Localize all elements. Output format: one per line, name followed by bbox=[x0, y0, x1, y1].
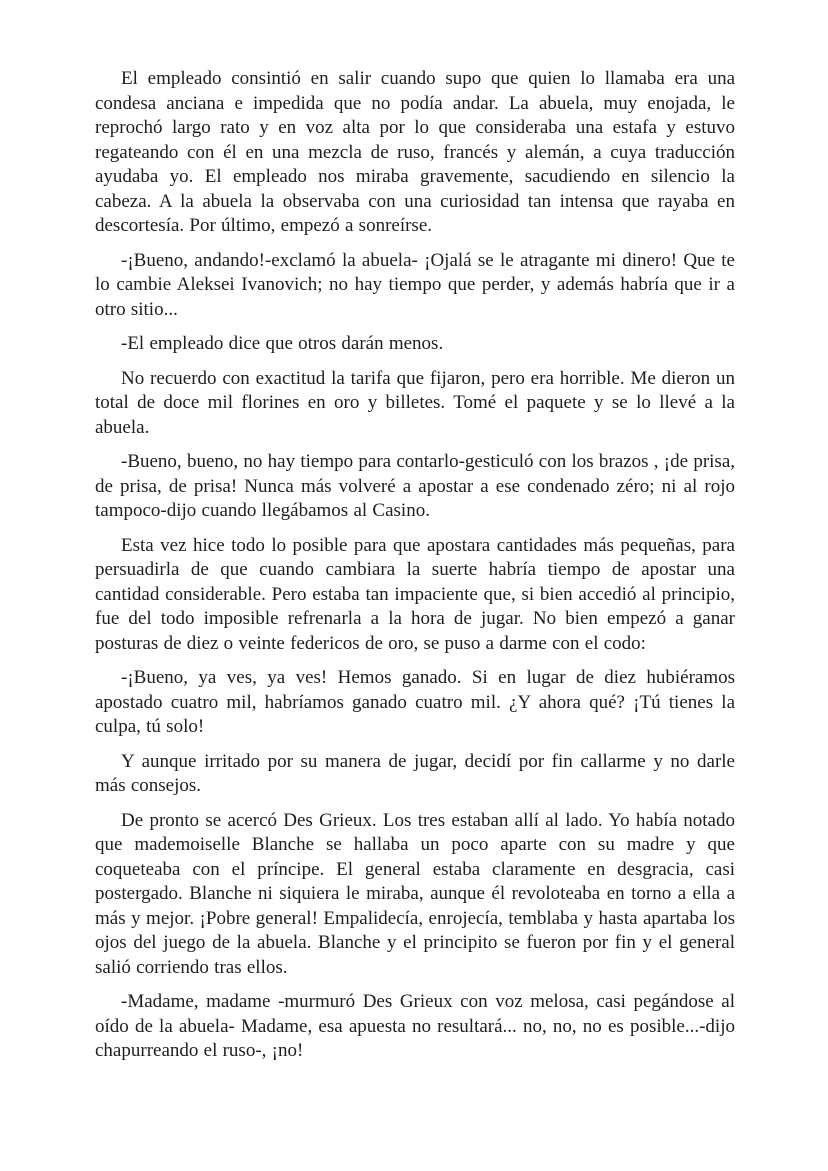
paragraph: De pronto se acercó Des Grieux. Los tres estaban allí al lado. Yo había notado que mademoiselle Blanche se hallaba un poco aparte con su madre y que coqueteaba con el príncipe. El general estaba claramente en desgracia, casi postergado. Blanche ni siquiera le miraba, aunque él revoloteaba en torno a ella a más y mejor. ¡Pobre general! Empalidecía, enrojecía, temblaba y hasta apartaba los ojos del juego de la abuela. Blanche y el principito se fueron por fin y el general salió corriendo tras ellos. bbox=[95, 809, 735, 978]
paragraph: No recuerdo con exactitud la tarifa que fijaron, pero era horrible. Me dieron un total de doce mil florines en oro y billetes. Tomé el paquete y se lo llevé a la abuela. bbox=[95, 367, 735, 438]
paragraph: -¡Bueno, ya ves, ya ves! Hemos ganado. Si en lugar de diez hubiéramos apostado cuatro mil, habríamos ganado cuatro mil. ¿Y ahora qué? ¡Tú tienes la culpa, tú solo! bbox=[95, 667, 735, 737]
paragraph: El empleado consintió en salir cuando supo que quien lo llamaba era una condesa anciana e impedida que no podía andar. La abuela, muy enojada, le reprochó largo rato y en voz alta por lo que consideraba una estafa y estuvo regateando con él en una mezcla de ruso, francés y alemán, a cuya traducción ayudaba yo. El empleado nos miraba gravemente, sacudiendo en silencio la cabeza. A la abuela la observaba con una curiosidad tan intensa que rayaba en descortesía. Por último, empezó a sonreírse. bbox=[95, 68, 735, 236]
paragraph: Esta vez hice todo lo posible para que apostara cantidades más pequeñas, para persuadirla de que cuando cambiara la suerte habría tiempo de apostar una cantidad considerable. Pero estaba tan impaciente que, si bien accedió al principio, fue del todo imposible refrenarla a la hora de jugar. No bien empezó a ganar posturas de diez o veinte federicos de oro, se puso a darme con el codo: bbox=[95, 534, 735, 654]
paragraph: -Madame, madame -murmuró Des Grieux con voz melosa, casi pegándose al oído de la abuela- Madame, esa apuesta no resultará... no, no, no es posible...-dijo chapurreando el ruso-, ¡no! bbox=[95, 991, 735, 1061]
paragraph: -¡Bueno, andando!-exclamó la abuela- ¡Ojalá se le atragante mi dinero! Que te lo cambie Aleksei Ivanovich; no hay tiempo que perder, y además habría que ir a otro sitio... bbox=[95, 249, 735, 320]
paragraph: Y aunque irritado por su manera de jugar, decidí por fin callarme y no darle más consejos. bbox=[95, 750, 735, 796]
paragraph: -El empleado dice que otros darán menos. bbox=[121, 333, 444, 354]
paragraph: -Bueno, bueno, no hay tiempo para contarlo-gesticuló con los brazos , ¡de prisa, de prisa, de prisa! Nunca más volveré a apostar a ese condenado zéro; ni al rojo tampoco-dijo cuando llegábamos al Casino. bbox=[95, 451, 735, 521]
